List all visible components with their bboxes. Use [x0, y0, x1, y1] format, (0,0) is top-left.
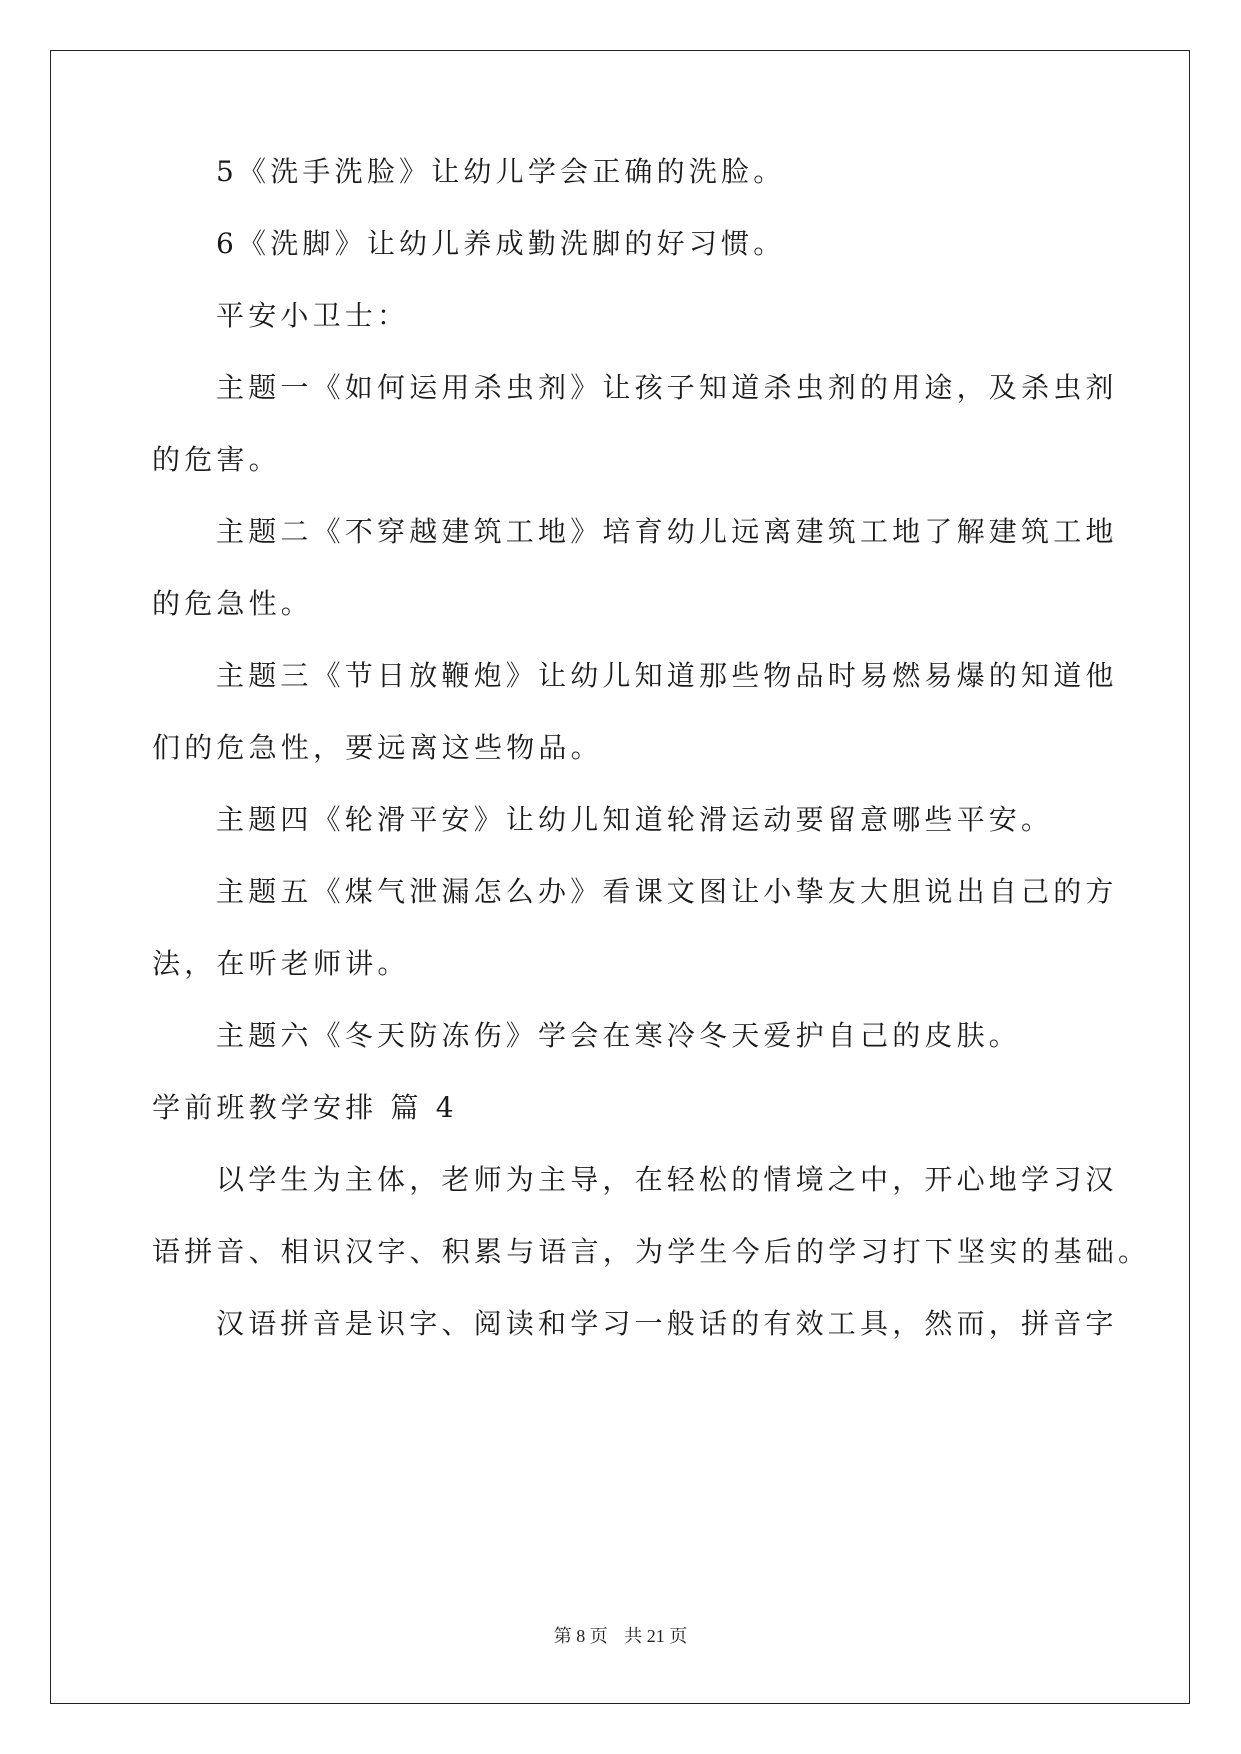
paragraph-line: 主题一《如何运用杀虫剂》让孩子知道杀虫剂的用途，及杀虫剂 [216, 371, 1118, 404]
paragraph-line: 主题五《煤气泄漏怎么办》看课文图让小挚友大胆说出自己的方 [216, 875, 1118, 908]
paragraph-line: 法，在听老师讲。 [152, 947, 410, 980]
page-total: 共 21 页 [624, 1626, 688, 1646]
paragraph-line: 主题三《节日放鞭炮》让幼儿知道那些物品时易燃易爆的知道他 [216, 659, 1118, 692]
paragraph-line: 语拼音、相识汉字、积累与语言，为学生今后的学习打下坚实的基础。 [152, 1235, 1151, 1268]
paragraph-line: 们的危急性，要远离这些物品。 [152, 731, 603, 764]
paragraph-line: 5《洗手洗脸》让幼儿学会正确的洗脸。 [216, 155, 786, 188]
article-title: 学前班教学安排 篇 4 [152, 1091, 458, 1124]
paragraph-line: 主题二《不穿越建筑工地》培育幼儿远离建筑工地了解建筑工地 [216, 515, 1118, 548]
paragraph-line: 汉语拼音是识字、阅读和学习一般话的有效工具，然而，拼音字 [216, 1307, 1118, 1340]
paragraph-line: 的危急性。 [152, 587, 314, 620]
paragraph-line: 6《洗脚》让幼儿养成勤洗脚的好习惯。 [216, 227, 786, 260]
page-number: 第 8 页 [553, 1626, 608, 1646]
paragraph-line: 以学生为主体，老师为主导，在轻松的情境之中，开心地学习汉 [216, 1163, 1118, 1196]
page-footer [0, 1622, 1241, 1648]
paragraph-line: 主题六《冬天防冻伤》学会在寒冷冬天爱护自己的皮肤。 [216, 1019, 1022, 1052]
paragraph-line: 主题四《轮滑平安》让幼儿知道轮滑运动要留意哪些平安。 [216, 803, 1054, 836]
section-heading: 平安小卫士： [216, 299, 410, 332]
paragraph-line: 的危害。 [152, 443, 281, 476]
